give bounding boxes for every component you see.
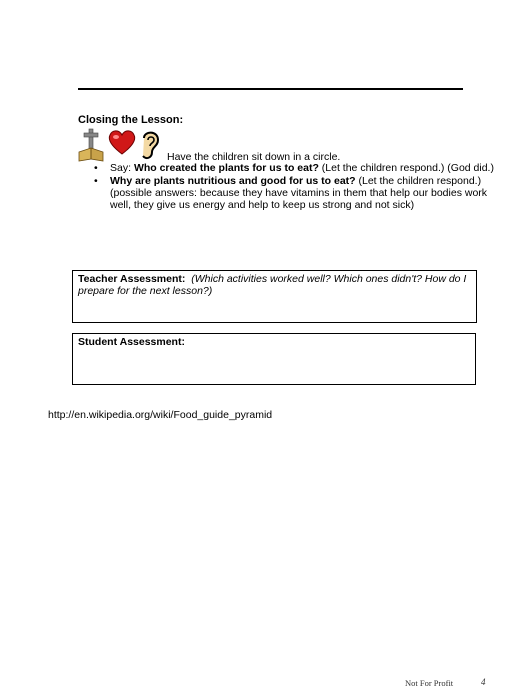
question-2-note: (Let the children respond.) (possible answers: because they have vitamins in them that help our bodies work well, they give us energy and help to keep us strong and not sick): [110, 175, 488, 211]
question-1-note: (Let the children respond.) (God did.): [318, 162, 494, 174]
heart-icon: [108, 129, 136, 160]
reference-link[interactable]: http://en.wikipedia.org/wiki/Food_guide_pyramid: [48, 409, 273, 421]
list-item: [94, 175, 494, 211]
page-number: 4: [481, 677, 486, 687]
teacher-assessment-prompt: (Which activities worked well? Which ones didn't? How do I prepare for the next lesson?): [78, 273, 467, 297]
footer-text: Not For Profit: [405, 678, 454, 688]
question-1-bold: Who created the plants for us to eat?: [133, 162, 319, 174]
say-prefix: Say:: [110, 162, 134, 174]
student-assessment-box[interactable]: [72, 333, 476, 385]
question-list: [94, 162, 494, 212]
section-heading: Closing the Lesson:: [78, 114, 184, 126]
question-2-bold: Why are plants nutritious and good for us to eat?: [110, 175, 356, 187]
list-item: [94, 162, 494, 174]
teacher-assessment-box[interactable]: [72, 270, 477, 323]
horizontal-rule: [78, 88, 463, 90]
teacher-assessment-label: Teacher Assessment:: [78, 273, 186, 285]
student-assessment-label: Student Assessment:: [78, 336, 185, 348]
intro-text: Have the children sit down in a circle.: [167, 151, 341, 163]
